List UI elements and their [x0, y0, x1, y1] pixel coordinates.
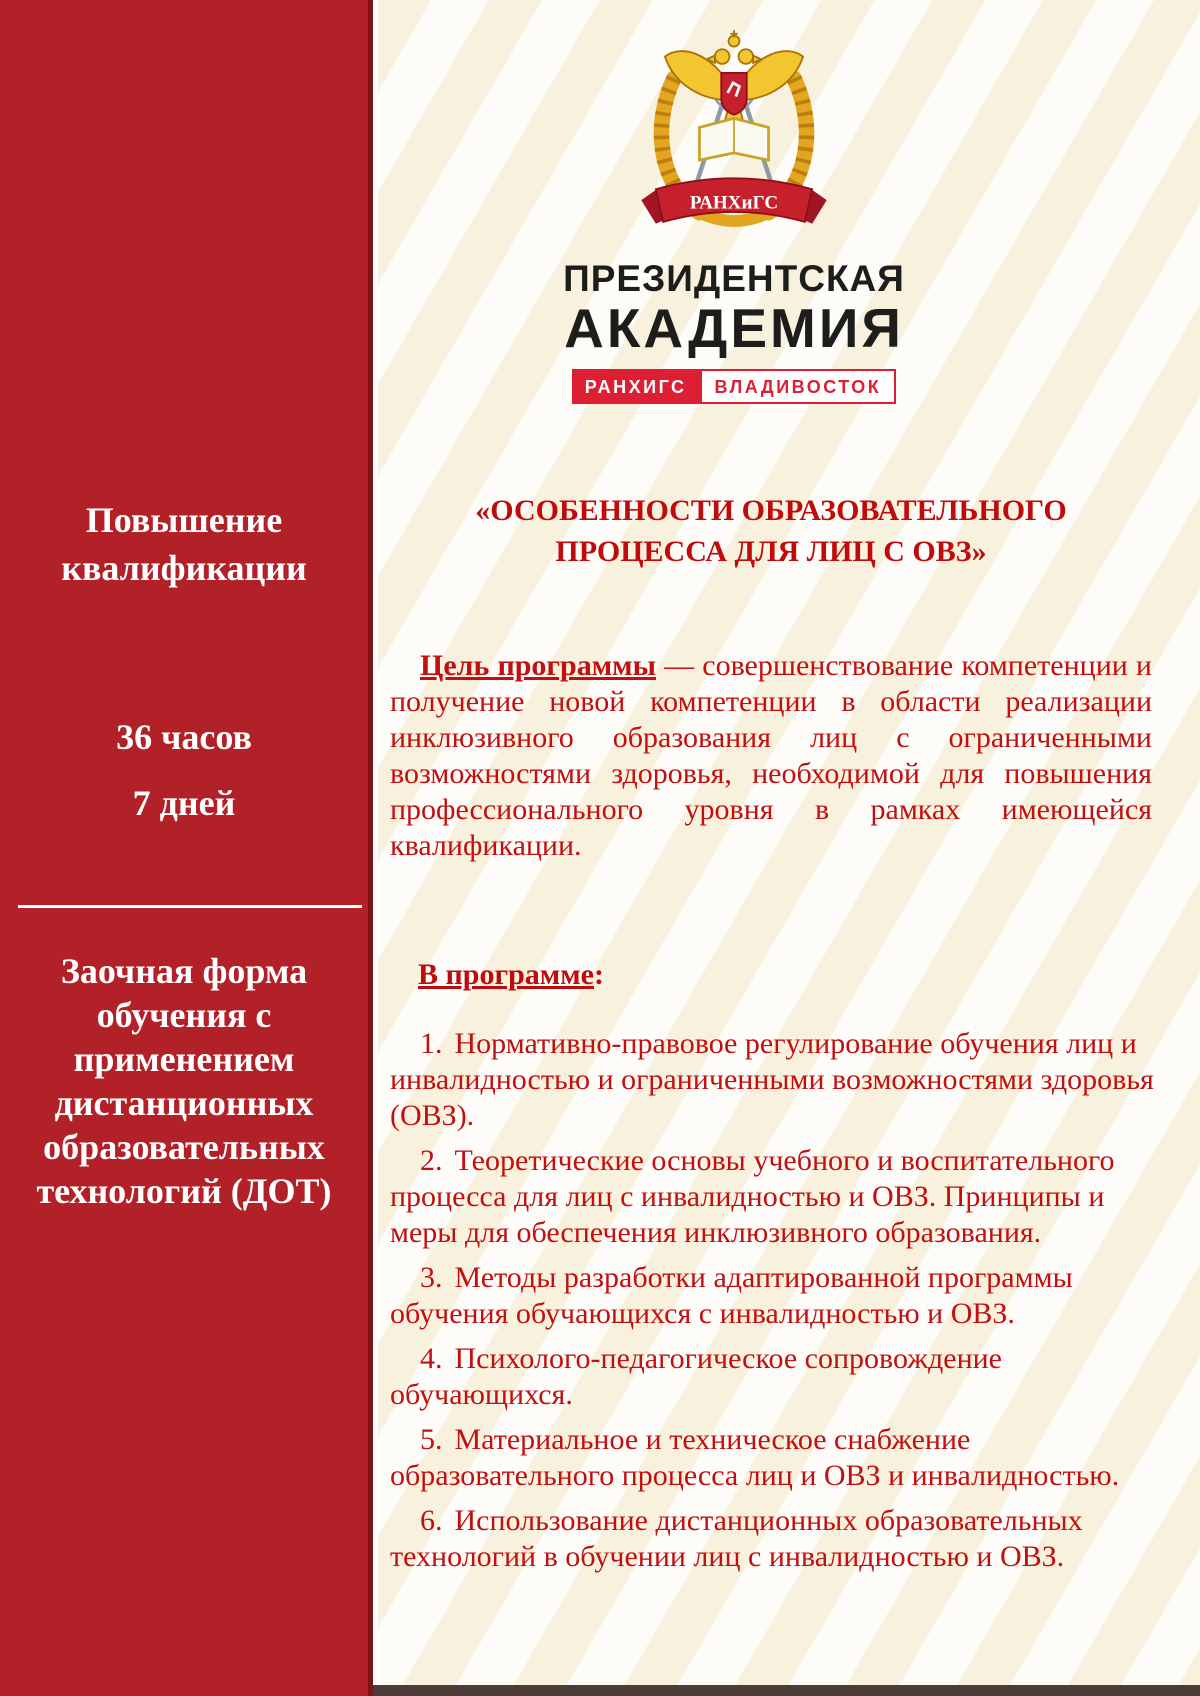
study-form-label: Заочная форма обучения с применением дистанционных образовательных технологий (ДОТ) [36, 951, 332, 1211]
page-bottom-edge [373, 1685, 1200, 1696]
item-number: 5. [420, 1423, 443, 1456]
item-text: Теоретические основы учебного и воспитательного процесса для лиц с инвалидностью и ОВЗ. Принципы и меры для обеспечения инклюзивного образования. [390, 1144, 1115, 1249]
item-number: 1. [420, 1027, 443, 1060]
academy-logo [323, 22, 1145, 404]
program-item [390, 1260, 1156, 1332]
goal-label: Цель программы [420, 649, 657, 682]
program-hours: 36 часов [116, 717, 252, 757]
item-text: Материальное и техническое снабжение образовательного процесса лиц и ОВЗ и инвалидностью. [390, 1423, 1120, 1492]
program-goal-paragraph [390, 648, 1152, 864]
program-item [390, 1422, 1156, 1494]
campus-banner [572, 369, 897, 404]
goal-text: — совершенствование компетенции и получение новой компетенции в области реализации инклюзивного образования лиц с ограниченными возможностями здоровья, необходимой для повышения профессионального уровня в рамках имеющейся квалификации. [390, 649, 1152, 862]
wordmark-line1: ПРЕЗИДЕНТСКАЯ [563, 258, 905, 299]
item-text: Психолого-педагогическое сопровождение обучающихся. [390, 1342, 1002, 1411]
academy-coat-of-arms-icon [634, 22, 834, 251]
program-heading: В программе: [418, 958, 604, 991]
item-number: 4. [420, 1342, 443, 1375]
item-text: Нормативно-правовое регулирование обучения лиц и инвалидностью и ограниченными возможностями здоровья (ОВЗ). [390, 1027, 1154, 1132]
shield-icon [721, 73, 746, 115]
program-item [390, 1503, 1156, 1575]
item-number: 6. [420, 1504, 443, 1537]
item-text: Методы разработки адаптированной программы обучения обучающихся с инвалидностью и ОВЗ. [390, 1261, 1073, 1330]
wordmark-line2: АКАДЕМИЯ [564, 297, 904, 359]
program-item [390, 1026, 1156, 1134]
program-title: «ОСОБЕННОСТИ ОБРАЗОВАТЕЛЬНОГО ПРОЦЕССА ДЛЯ ЛИЦ С ОВЗ» [475, 494, 1067, 569]
open-book-icon [699, 118, 768, 160]
item-number: 2. [420, 1144, 443, 1177]
banner-city-label: ВЛАДИВОСТОК [700, 369, 897, 404]
program-type-label: Повышение квалификации [61, 500, 307, 588]
banner-ranhigs-label: РАНХИГС [572, 369, 700, 404]
program-list [390, 1026, 1156, 1584]
sidebar-divider [18, 905, 362, 908]
program-days: 7 дней [132, 783, 236, 823]
sidebar [0, 0, 373, 1696]
ribbon-label: РАНХиГС [689, 192, 779, 214]
program-item [390, 1143, 1156, 1251]
item-number: 3. [420, 1261, 443, 1294]
main-content [378, 0, 1200, 1696]
program-item [390, 1341, 1156, 1413]
item-text: Использование дистанционных образовательных технологий в обучении лиц с инвалидностью и ОВЗ. [390, 1504, 1083, 1573]
